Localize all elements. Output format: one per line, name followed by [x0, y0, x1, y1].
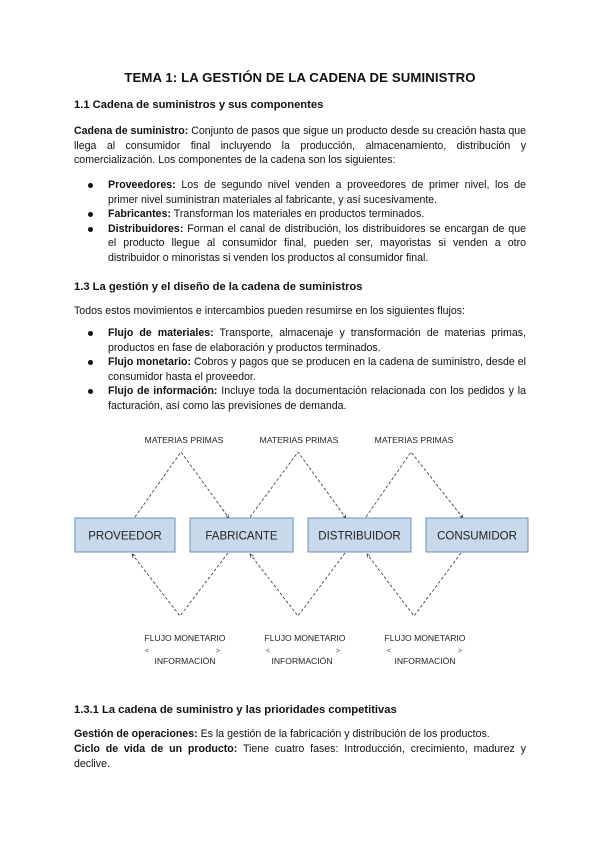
- info-label: INFORMACIÓN: [394, 656, 456, 666]
- box-label: PROVEEDOR: [88, 530, 162, 543]
- money-label: FLUJO MONETARIO: [264, 633, 346, 643]
- list-item-term: Flujo de información:: [108, 385, 218, 398]
- definition-term: Cadena de suministro:: [74, 125, 189, 137]
- info-label: INFORMACIÓN: [154, 656, 216, 666]
- arrow-left-icon: <: [386, 648, 392, 655]
- bullet-icon: [88, 331, 93, 336]
- list-item-text: Transforman los materiales en productos terminados.: [171, 208, 425, 221]
- list-item: [74, 178, 526, 207]
- money-label: FLUJO MONETARIO: [384, 633, 466, 643]
- box-label: DISTRIBUIDOR: [318, 530, 401, 543]
- lifecycle-paragraph: [74, 742, 526, 771]
- list-item: [74, 355, 526, 384]
- list-item: [74, 384, 526, 413]
- list-item-text: Forman el canal de distribución, los distribuidores se encargan de que el producto llegue al consumidor final, pueden ser, mayoristas si venden a otro distribuidor o minoristas si venden los productos al consumidor final.: [108, 222, 526, 264]
- list-item-text: Transporte, almacenaje y transformación de materias primas, productos en fase de elaboración y productos terminados.: [108, 327, 526, 354]
- list-item-text: Incluye toda la documentación relacionada con los pedidos y la facturación, así como las previsiones de demanda.: [108, 385, 527, 412]
- diagram-top-label: MATERIAS PRIMAS: [144, 435, 224, 445]
- arrow-right-icon: >: [335, 648, 341, 655]
- diagram-top-label: MATERIAS PRIMAS: [374, 435, 454, 445]
- section-heading-1-3-1: 1.3.1 La cadena de suministro y las prioridades competitivas: [74, 704, 397, 716]
- supply-chain-diagram: [0, 420, 600, 675]
- definition-paragraph: [74, 124, 526, 168]
- money-flow-arrow: [132, 553, 228, 616]
- list-item: [74, 326, 526, 355]
- money-label: FLUJO MONETARIO: [144, 633, 226, 643]
- page-title: TEMA 1: LA GESTIÓN DE LA CADENA DE SUMINISTRO: [124, 70, 476, 85]
- arrow-left-icon: <: [144, 648, 150, 655]
- paragraph-term: Gestión de operaciones:: [74, 728, 198, 740]
- list-item-term: Flujo monetario:: [108, 356, 192, 369]
- bullet-icon: [88, 227, 93, 232]
- paragraph-term: Ciclo de vida de un producto:: [74, 743, 238, 755]
- arrow-right-icon: >: [215, 648, 221, 655]
- list-item-term: Flujo de materiales:: [108, 327, 214, 339]
- list-item-term: Fabricantes:: [108, 208, 171, 221]
- list-item: [74, 222, 526, 266]
- info-label: INFORMACIÓN: [271, 656, 333, 666]
- list-item-term: Proveedores:: [108, 179, 176, 191]
- flows-list: [74, 326, 526, 414]
- section-heading-1-3: 1.3 La gestión y el diseño de la cadena de suministros: [74, 281, 363, 293]
- bullet-icon: [88, 360, 93, 365]
- arrow-left-icon: <: [265, 648, 271, 655]
- money-flow-arrow: [250, 553, 345, 616]
- bullet-icon: [88, 183, 93, 188]
- list-item-text: Cobros y pagos que se producen en la cadena de suministro, desde el consumidor hasta el proveedor.: [108, 356, 527, 383]
- bullet-icon: [88, 389, 93, 394]
- bullet-icon: [88, 212, 93, 217]
- money-flow-arrow: [367, 553, 461, 616]
- section-heading-1-1: 1.1 Cadena de suministros y sus componentes: [74, 99, 324, 111]
- components-list: [74, 178, 526, 266]
- operations-paragraph: [74, 727, 526, 742]
- paragraph-text: Es la gestión de la fabricación y distribución de los productos.: [197, 728, 490, 740]
- materials-flow-arrow: [250, 452, 346, 518]
- flows-intro: Todos estos movimientos e intercambios pueden resumirse en los siguientes flujos:: [74, 305, 465, 317]
- diagram-top-label: MATERIAS PRIMAS: [259, 435, 339, 445]
- list-item-term: Distribuidores:: [108, 222, 184, 235]
- box-label: FABRICANTE: [205, 530, 278, 543]
- box-label: CONSUMIDOR: [437, 530, 517, 543]
- list-item: [74, 207, 526, 222]
- list-item-text: Los de segundo nivel venden a proveedores de primer nivel, los de primer nivel suministran materiales al fabricante, y así sucesivamente.: [108, 179, 526, 206]
- arrow-right-icon: >: [457, 648, 463, 655]
- paragraph-text: Tiene cuatro fases: Introducción, crecimiento, madurez y declive.: [74, 743, 526, 770]
- materials-flow-arrow: [366, 452, 463, 518]
- definition-text: Conjunto de pasos que sigue un producto desde su creación hasta que llega al consumidor final incluyendo la producción, almacenamiento, distribución y comercialización. Los componentes de la cadena son los siguientes:: [74, 125, 526, 167]
- materials-flow-arrow: [135, 452, 229, 518]
